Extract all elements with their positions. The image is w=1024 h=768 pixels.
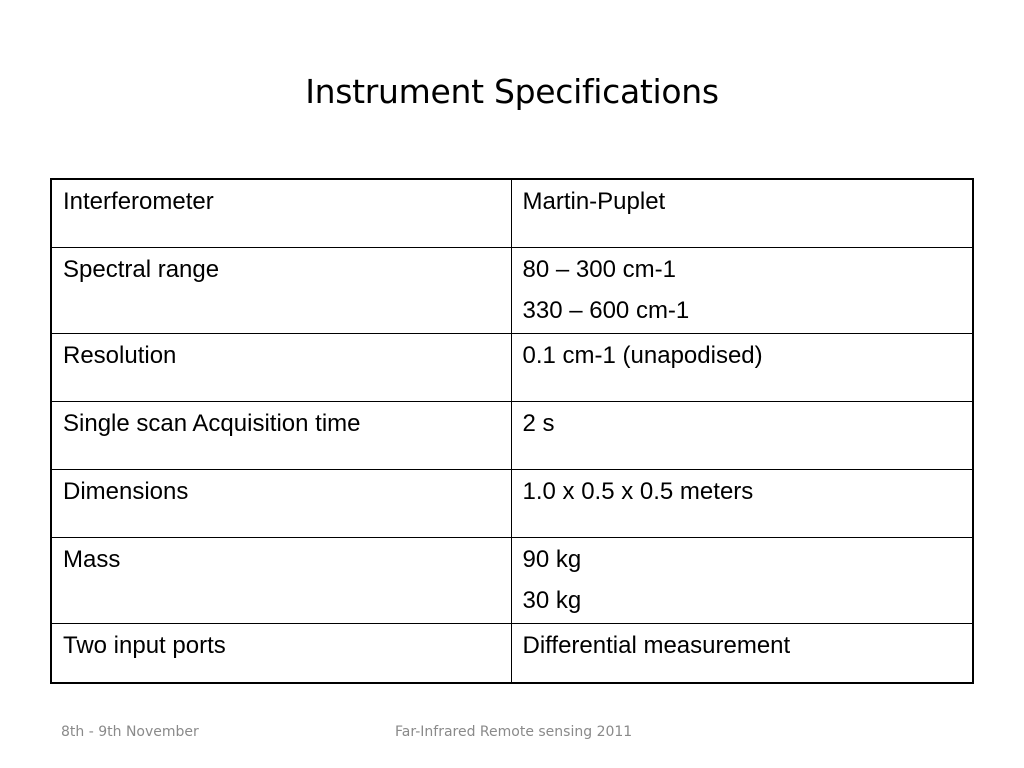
spec-label: Mass [51,537,511,623]
spec-value-line: Differential measurement [522,631,791,659]
spec-value [511,469,973,537]
footer-event: Far-Infrared Remote sensing 2011 [395,724,633,740]
spec-value [511,623,973,683]
footer-date: 8th - 9th November [61,724,199,740]
spec-value [511,333,973,401]
specifications-table [50,178,974,684]
table-row [51,469,973,537]
spec-value-line: Martin-Puplet [522,188,666,215]
spec-value [511,179,973,247]
spec-value-line: 0.1 cm-1 (unapodised) [522,341,763,369]
spec-label: Dimensions [51,469,511,537]
spec-value-line: 90 kg [522,545,582,573]
spec-label: Resolution [51,333,511,401]
spec-value-line: 80 – 300 cm-1 [522,255,676,283]
slide-title: Instrument Specifications [305,72,719,111]
table-row [51,623,973,683]
spec-value [511,537,973,623]
spec-label: Spectral range [51,247,511,333]
spec-label: Two input ports [51,623,511,683]
spec-label: Single scan Acquisition time [51,401,511,469]
spec-value-line: 30 kg [522,586,582,614]
spec-value-line: 330 – 600 cm-1 [522,296,690,324]
spec-value [511,401,973,469]
table-row [51,333,973,401]
spec-label: Interferometer [51,179,511,247]
table-row [51,247,973,333]
spec-value-line: 2 s [522,409,555,437]
table-row [51,179,973,247]
table-row [51,537,973,623]
table-row [51,401,973,469]
spec-value [511,247,973,333]
spec-value-line: 1.0 x 0.5 x 0.5 meters [522,477,754,505]
